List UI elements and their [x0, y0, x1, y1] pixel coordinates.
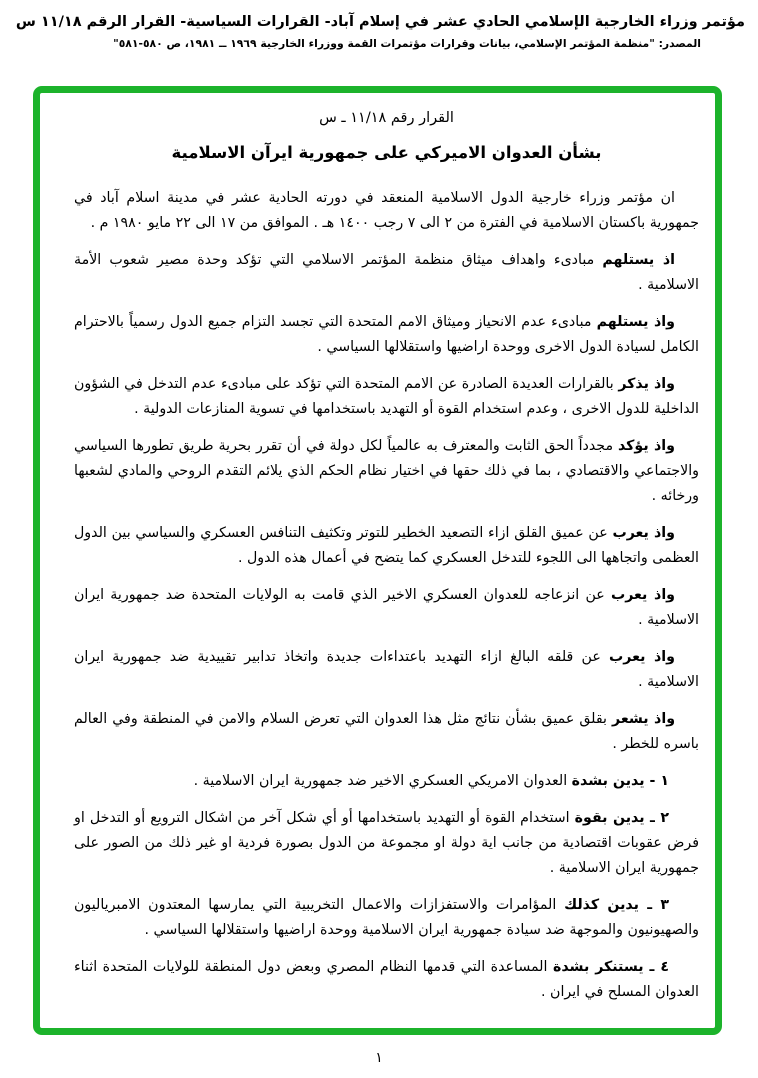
paragraph — [74, 434, 699, 509]
document-header — [13, 14, 745, 50]
paragraph-text: عن انزعاجه للعدوان العسكري الاخير الذي قامت به الولايات المتحدة ضد جمهورية ايران الاسلامية . — [74, 587, 699, 628]
paragraph-text: مجدداً الحق الثابت والمعترف به عالمياً لكل دولة في أن تقرر بحرية طريق تطورها السياسي والاجتماعي والاقتصادي ، بما في ذلك حقها في اختيار نظام الحكم الذي يلائم التقدم الروحي والمادي لشعبها ورخائه . — [74, 438, 699, 504]
paragraph-lead: واذ يستلهم — [596, 314, 675, 330]
paragraph-text: مبادىء واهداف ميثاق منظمة المؤتمر الاسلامي التي تؤكد وحدة مصير شعوب الأمة الاسلامية . — [74, 252, 699, 293]
paragraph-text: ان مؤتمر وزراء خارجية الدول الاسلامية المنعقد في دورته الحادية عشر في مدينة اسلام آباد في جمهورية باكستان الاسلامية في الفترة من ٢ الى ٧ رجب ١٤٠٠ هـ . الموافق من ١٧ الى ٢٢ مايو ١٩٨٠ م . — [74, 190, 699, 231]
header-source-line: المصدر: "منظمة المؤتمر الإسلامي، بيانات وقرارات مؤتمرات القمة ووزراء الخارجية ١٩٦٩ ــ ١٩٨١، ص ٥٨٠-٥٨١" — [113, 37, 701, 50]
paragraph-lead: واذ يشعر — [612, 711, 676, 727]
resolution-item-1 — [74, 769, 699, 794]
paragraph — [74, 186, 699, 236]
paragraph — [74, 645, 699, 695]
paragraph-lead: ١ - يدين بشدة — [571, 773, 669, 789]
paragraph-text: عن قلقه البالغ ازاء التهديد باعتداءات جديدة واتخاذ تدابير تقييدية ضد جمهورية ايران الاسلامية . — [74, 649, 699, 690]
paragraph — [74, 583, 699, 633]
resolution-item-4 — [74, 955, 699, 1005]
header-title-line: مؤتمر وزراء الخارجية الإسلامي الحادي عشر في إسلام آباد- القرارات السياسية- القرار الرقم ١١/١٨ س — [15, 14, 745, 30]
paragraph-text: مبادىء عدم الانحياز وميثاق الامم المتحدة التي تجسد التزام جميع الدول رسمياً بالاحترام الكامل لسيادة الدول الاخرى ووحدة اراضيها واستقلالها السياسي . — [74, 314, 699, 355]
document-frame — [33, 86, 722, 1035]
paragraph-text: العدوان الامريكي العسكري الاخير ضد جمهورية ايران الاسلامية . — [193, 773, 572, 789]
paragraph — [74, 248, 699, 298]
paragraph-text: بقلق عميق بشأن نتائج مثل هذا العدوان التي تعرض السلام والامن في المنطقة وفي العالم باسره للخطر . — [74, 711, 699, 752]
paragraph-text: المساعدة التي قدمها النظام المصري وبعض دول المنطقة للولايات المتحدة اثناء العدوان المسلح في ايران . — [74, 959, 699, 1000]
paragraph-lead: اذ يستلهم — [602, 252, 675, 268]
document-title: بشأن العدوان الاميركي على جمهورية ايرآن الاسلامية — [171, 143, 602, 162]
resolution-item-2 — [74, 806, 699, 881]
resolution-item-3 — [74, 893, 699, 943]
paragraph — [74, 310, 699, 360]
paragraph-lead: ٢ ـ يدين بقوة — [574, 810, 670, 826]
paragraph-text: بالقرارات العديدة الصادرة عن الامم المتحدة التي تؤكد على مبادىء عدم التدخل في الشؤون الداخلية للدول الاخرى ، وعدم استخدام القوة أو التهديد باستخدامها في تسوية المنازعات الدولية . — [74, 376, 699, 417]
paragraph-lead: واذ يذكر — [618, 376, 675, 392]
document-body — [74, 186, 699, 1005]
paragraph-lead: ٤ ـ يستنكر بشدة — [552, 959, 669, 975]
paragraph-text: استخدام القوة أو التهديد باستخدامها أو أي شكل آخر من اشكال الترويع أو التدخل او فرض عقوبات اقتصادية من جانب اية دولة او مجموعة من الدول بصورة فردية او غير ذلك من الصور على جمهورية ايران الاسلامية . — [74, 810, 699, 876]
paragraph-lead: واذ يؤكد — [617, 438, 675, 454]
paragraph — [74, 707, 699, 757]
paragraph — [74, 372, 699, 422]
paragraph-text: عن عميق القلق ازاء التصعيد الخطير للتوتر وتكثيف التنافس العسكري والسياسي بين الدول العظمى واتجاهها الى اللجوء للتدخل العسكري كما يتضح في أعمال هذه الدول . — [74, 525, 699, 566]
paragraph — [74, 521, 699, 571]
paragraph-lead: واذ يعرب — [612, 525, 675, 541]
paragraph-lead: ٣ ـ يدين كذلك — [564, 897, 669, 913]
paragraph-lead: واذ يعرب — [610, 587, 676, 603]
paragraph-text: المؤامرات والاستفزازات والاعمال التخريبية التي يمارسها المعتدون الامبرياليون والصهيونيون والموجهة ضد سيادة جمهورية ايران الاسلامية ووحدة اراضيها واستقلالها السياسي . — [74, 897, 699, 938]
resolution-number: القرار رقم ١١/١٨ ـ س — [319, 110, 454, 126]
page-number: ١ — [375, 1050, 383, 1066]
paragraph-lead: واذ يعرب — [608, 649, 675, 665]
